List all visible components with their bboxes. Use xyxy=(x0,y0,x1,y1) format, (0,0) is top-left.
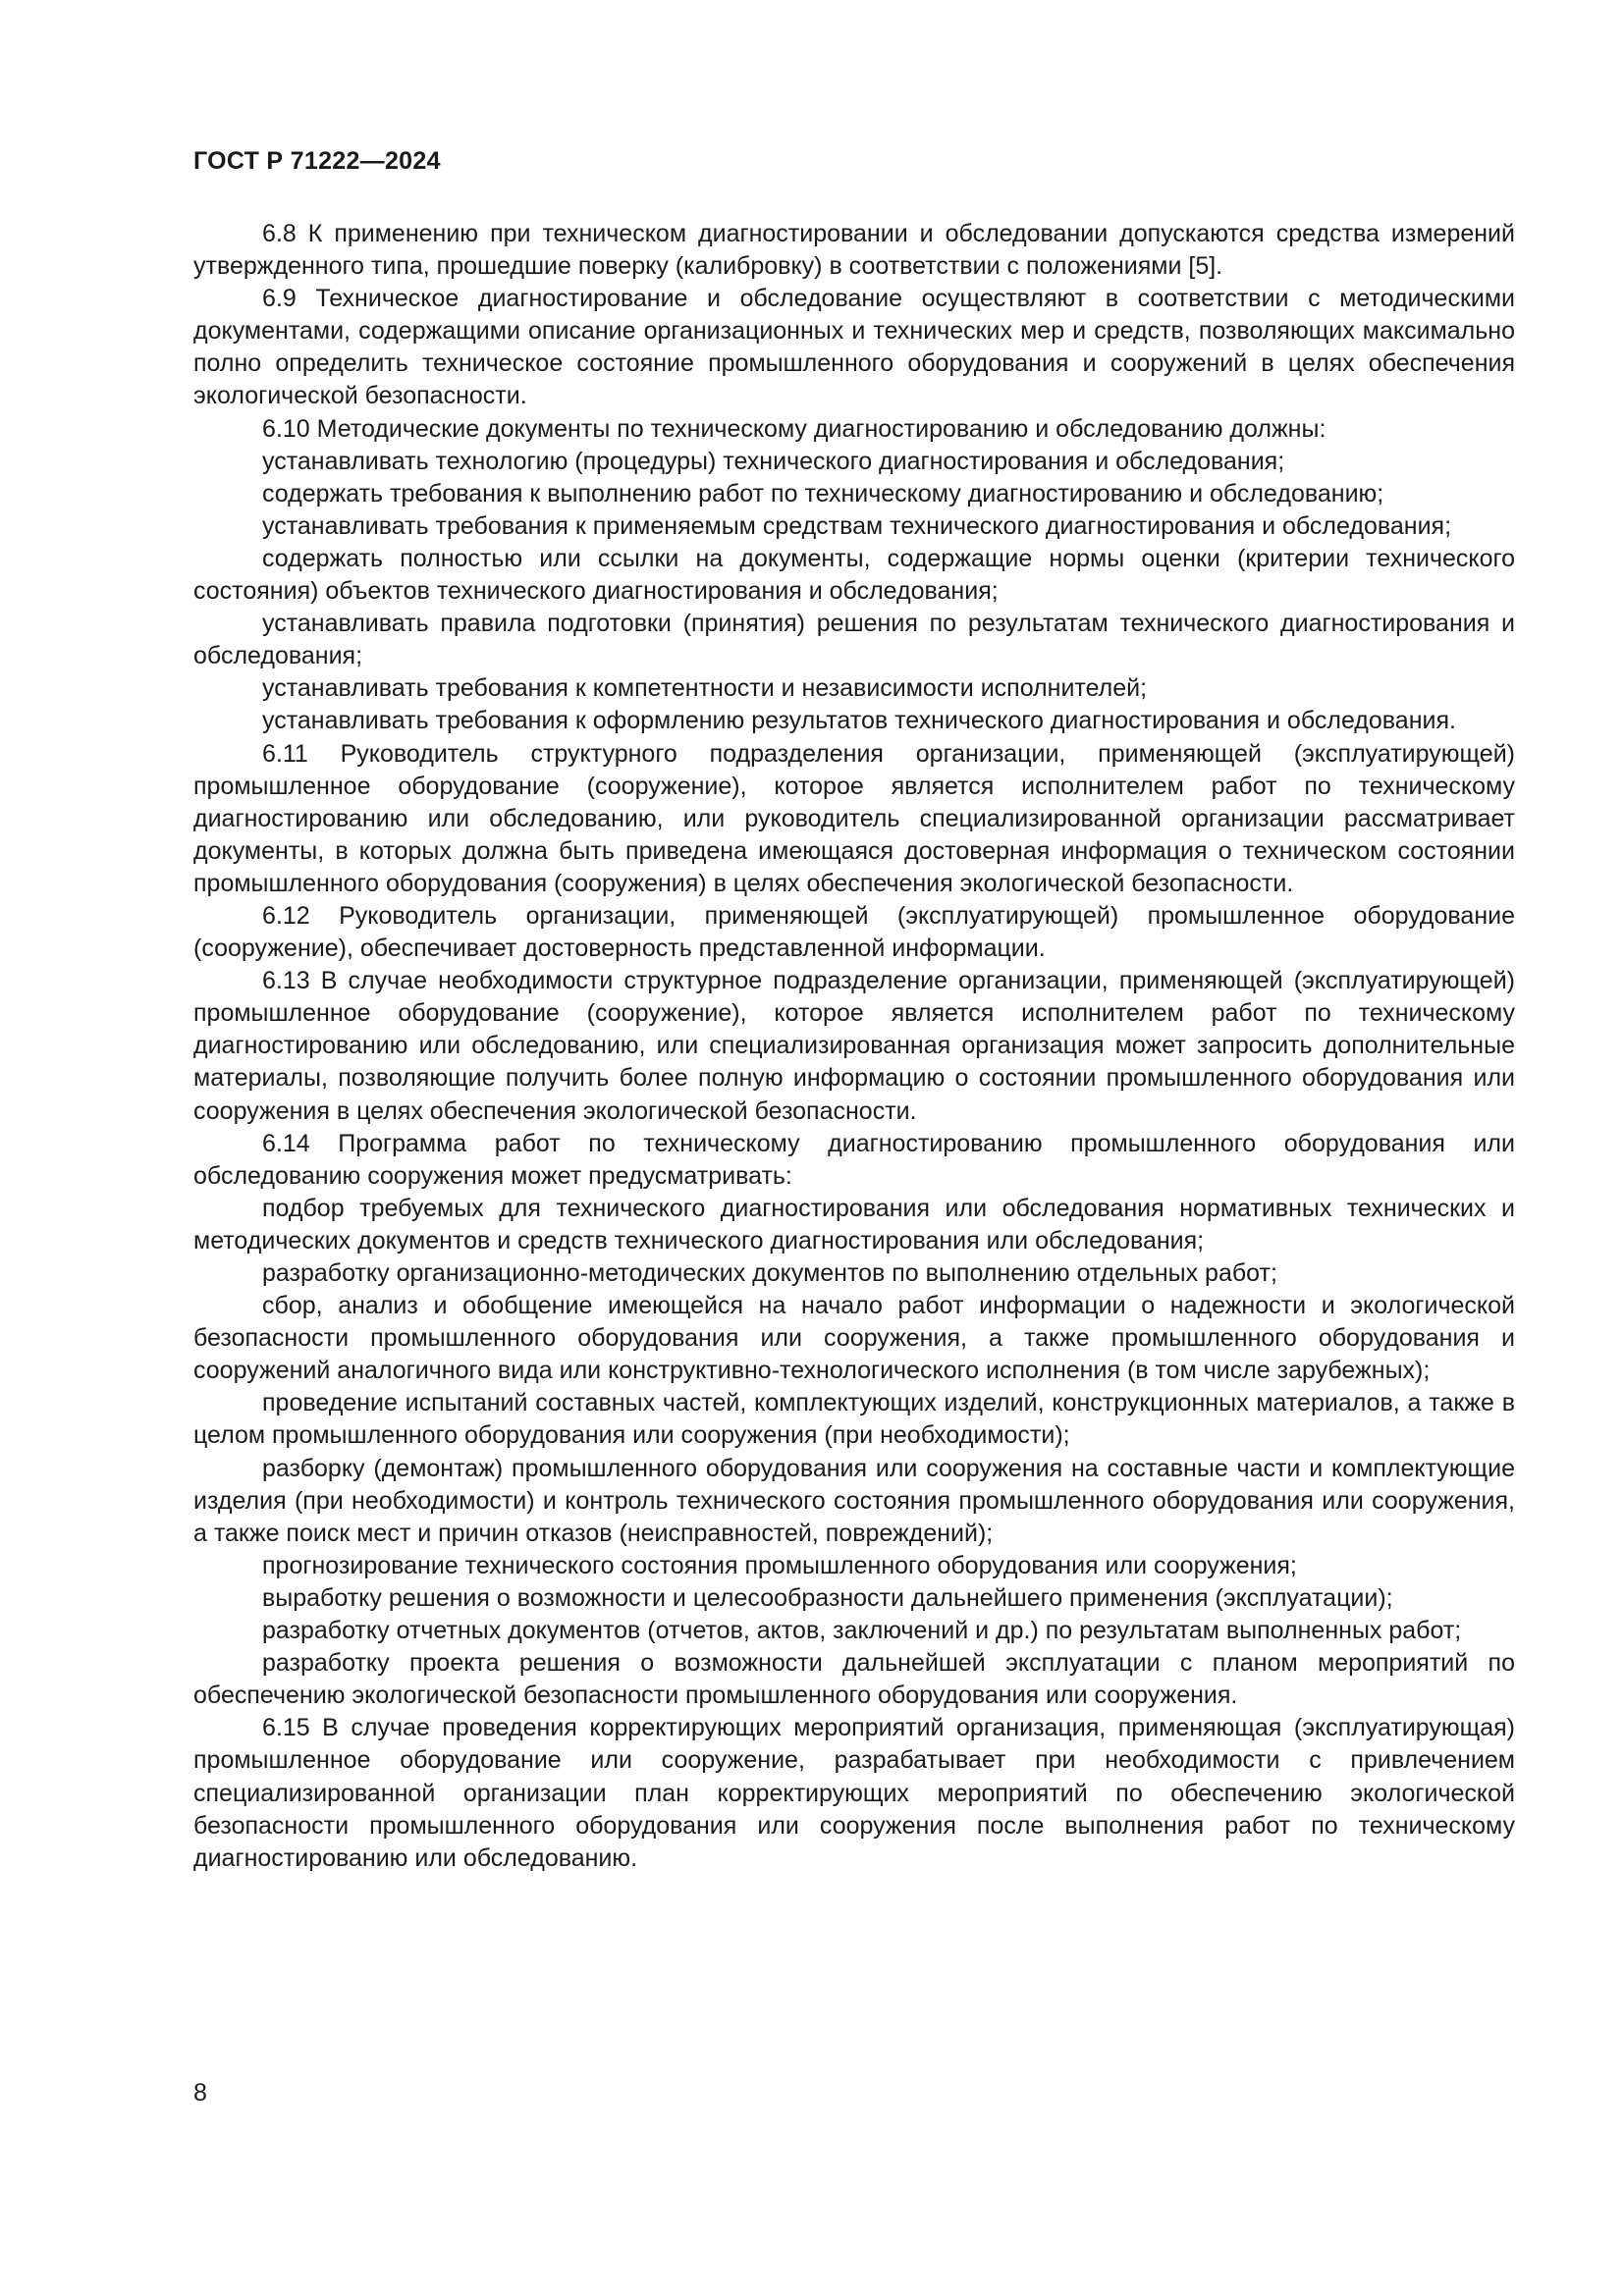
list-item: прогнозирование технического состояния промышленного оборудования или сооружения; xyxy=(262,1551,1297,1579)
list-item: устанавливать правила подготовки (принятия) решения по результатам технического диагностирования и обследования; xyxy=(193,610,1515,670)
list-item: разработку организационно-методических документов по выполнению отдельных работ; xyxy=(262,1259,1277,1287)
list-item: выработку решения о возможности и целесообразности дальнейшего применения (эксплуатации); xyxy=(262,1583,1393,1612)
paragraph-6-10: 6.10 Методические документы по техническому диагностированию и обследованию должны: xyxy=(262,414,1326,443)
list-item: устанавливать требования к применяемым средствам технического диагностирования и обследования; xyxy=(262,511,1452,540)
paragraph-6-15: 6.15 В случае проведения корректирующих мероприятий организация, применяющая (эксплуатирующая) промышленное оборудование или сооружение, разрабатывает при необходимости с привлечением специализированной организации план корректирующих мероприятий по обеспечению экологической безопасности промышленного оборудования или сооружения после выполнения работ по техническому диагностированию или обследованию. xyxy=(193,1714,1515,1872)
paragraph-6-8: 6.8 К применению при техническом диагностировании и обследовании допускаются средства измерений утвержденного типа, прошедшие поверку (калибровку) в соответствии с положениями [5]. xyxy=(193,220,1515,281)
list-item: сбор, анализ и обобщение имеющейся на начало работ информации о надежности и экологической безопасности промышленного оборудования или сооружения, а также промышленного оборудования и сооружений аналогичного вида или конструктивно-технологического исполнения (в том числе зарубежных); xyxy=(193,1292,1515,1385)
list-item: проведение испытаний составных частей, комплектующих изделий, конструкционных материалов, а также в целом промышленного оборудования или сооружения (при необходимости); xyxy=(193,1389,1515,1450)
list-item: устанавливать технологию (процедуры) технического диагностирования и обследования; xyxy=(262,447,1285,475)
list-item: разработку проекта решения о возможности дальнейшей эксплуатации с планом мероприятий по обеспечению экологической безопасности промышленного оборудования или сооружения. xyxy=(193,1649,1515,1710)
list-item: содержать полностью или ссылки на документы, содержащие нормы оценки (критерии технического состояния) объектов технического диагностирования и обследования; xyxy=(193,544,1515,606)
list-item: устанавливать требования к оформлению результатов технического диагностирования и обследования. xyxy=(262,707,1456,735)
document-header: ГОСТ Р 71222—2024 xyxy=(193,147,441,175)
paragraph-6-13: 6.13 В случае необходимости структурное подразделение организации, применяющей (эксплуатирующей) промышленное оборудование (сооружение), которое является исполнителем работ по техническому диагностированию или обследованию, или специализированная организация может запросить дополнительные материалы, позволяющие получить более полную информацию о состоянии промышленного оборудования или сооружения в целях обеспечения экологической безопасности. xyxy=(193,967,1515,1125)
paragraph-6-9: 6.9 Техническое диагностирование и обследование осуществляют в соответствии с методическими документами, содержащими описание организационных и технических мер и средств, позволяющих максимально полно определить техническое состояние промышленного оборудования и сооружений в целях обеспечения экологической безопасности. xyxy=(193,285,1515,410)
list-item: содержать требования к выполнению работ по техническому диагностированию и обследованию; xyxy=(262,479,1384,507)
document-body xyxy=(193,218,1515,1875)
paragraph-6-12: 6.12 Руководитель организации, применяющей (эксплуатирующей) промышленное оборудование (сооружение), обеспечивает достоверность представленной информации. xyxy=(193,901,1515,963)
paragraph-6-11: 6.11 Руководитель структурного подразделения организации, применяющей (эксплуатирующей) промышленное оборудование (сооружение), которое является исполнителем работ по техническому диагностированию или обследованию, или руководитель специализированной организации рассматривает документы, в которых должна быть приведена имеющаяся достоверная информация о техническом состоянии промышленного оборудования (сооружения) в целях обеспечения экологической безопасности. xyxy=(193,739,1515,897)
list-item: разборку (демонтаж) промышленного оборудования или сооружения на составные части и комплектующие изделия (при необходимости) и контроль технического состояния промышленного оборудования или сооружения, а также поиск мест и причин отказов (неисправностей, повреждений); xyxy=(193,1454,1515,1547)
page-number: 8 xyxy=(193,2079,207,2107)
list-item: разработку отчетных документов (отчетов, актов, заключений и др.) по результатам выполненных работ; xyxy=(262,1617,1462,1645)
list-item: устанавливать требования к компетентности и независимости исполнителей; xyxy=(262,674,1148,703)
paragraph-6-14: 6.14 Программа работ по техническому диагностированию промышленного оборудования или обследованию сооружения может предусматривать: xyxy=(193,1129,1515,1190)
list-item: подбор требуемых для технического диагностирования или обследования нормативных технических и методических документов и средств технического диагностирования или обследования; xyxy=(193,1194,1515,1255)
